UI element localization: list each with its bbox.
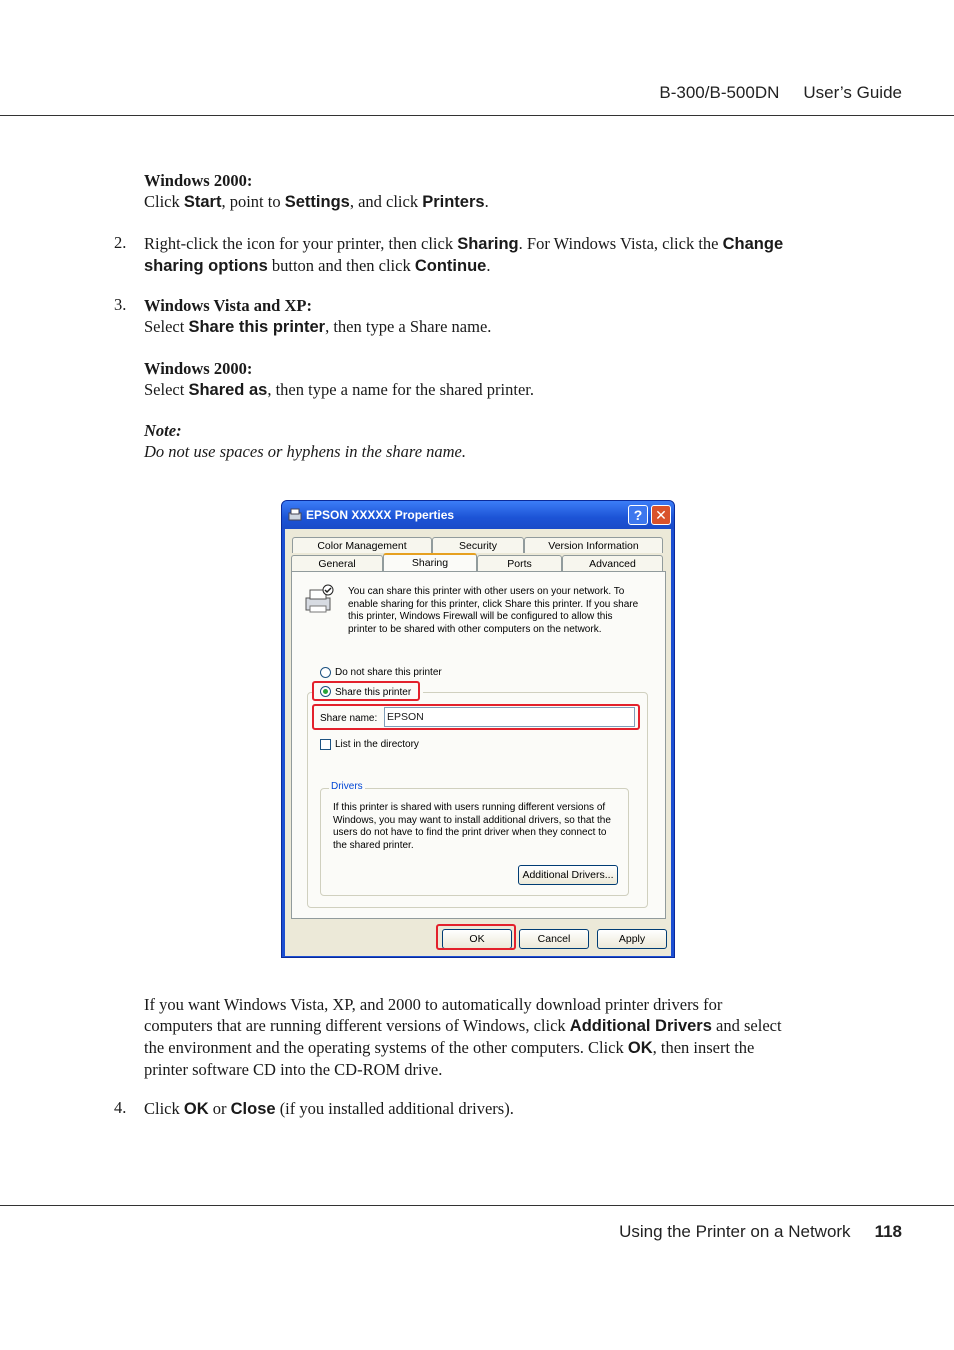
highlight-ok — [436, 924, 516, 950]
note — [144, 420, 466, 462]
help-button[interactable]: ? — [628, 505, 648, 525]
step4-text: Click OK or Close (if you installed additional drivers). — [144, 1099, 514, 1118]
tab-version-information[interactable]: Version Information — [524, 537, 663, 553]
list-in-directory-label: List in the directory — [335, 739, 419, 750]
step2-number: 2. — [114, 233, 127, 252]
tab-ports[interactable]: Ports — [477, 555, 562, 571]
share-name-input[interactable]: EPSON — [384, 707, 635, 727]
tab-advanced[interactable]: Advanced — [562, 555, 663, 571]
win2000-block-b: Windows 2000: Select Shared as, then type a name for the shared printer. — [144, 359, 534, 399]
header-rule — [0, 115, 954, 116]
tab-security[interactable]: Security — [432, 537, 524, 553]
shared-printer-icon — [302, 584, 336, 616]
close-button[interactable]: ✕ — [651, 505, 671, 525]
drivers-group-label: Drivers — [331, 781, 363, 792]
additional-drivers-paragraph: If you want Windows Vista, XP, and 2000 to automatically download printer drivers for computers that are running different versions of Windows, click Additional Drivers and select the environment and the operating systems of the other computers. Click OK, then insert the printer software CD into the CD-ROM drive. — [144, 995, 782, 1079]
tab-general[interactable]: General — [291, 555, 383, 571]
header-model: B-300/B-500DN — [659, 83, 780, 102]
step3-text: Windows Vista and XP: Select Share this printer, then type a Share name. — [144, 296, 492, 336]
footer-section: Using the Printer on a Network — [619, 1222, 851, 1241]
apply-button[interactable]: Apply — [597, 929, 667, 949]
note-label: Note: — [144, 421, 182, 440]
dialog-title: EPSON XXXXX Properties — [306, 508, 455, 522]
tab-sharing[interactable]: Sharing — [383, 553, 477, 571]
cancel-button[interactable]: Cancel — [519, 929, 589, 949]
running-header — [659, 83, 902, 103]
win2000-instruction-a: Click Start, point to Settings, and click Printers. — [144, 192, 489, 211]
drivers-group — [320, 781, 629, 896]
footer-rule — [0, 1205, 954, 1206]
dialog-titlebar — [282, 501, 674, 529]
share-this-printer-label: Share this printer — [335, 687, 412, 698]
running-footer — [619, 1222, 902, 1242]
win2000-block-a — [144, 170, 489, 213]
properties-dialog-screenshot — [281, 500, 675, 958]
share-name-label: Share name: — [320, 713, 378, 724]
do-not-share-label: Do not share this printer — [335, 667, 442, 678]
additional-drivers-button[interactable]: Additional Drivers... — [518, 865, 618, 885]
win2000-heading-a: Windows 2000: — [144, 171, 253, 190]
highlight-share-this-printer — [312, 681, 420, 701]
header-guide: User’s Guide — [803, 83, 902, 102]
tab-color-management[interactable]: Color Management — [292, 537, 432, 553]
step4-number: 4. — [114, 1098, 127, 1117]
step2-text: Right-click the icon for your printer, then click Sharing. For Windows Vista, click the Change sharing options button and then click Continue. — [144, 234, 784, 275]
drivers-info-text: If this printer is shared with users running different versions of Windows, you may want to install additional drivers, so that the users do not have to find the print driver when they connect to the shared printer. — [333, 802, 611, 851]
sharing-info-text: You can share this printer with other users on your network. To enable sharing for this printer, click Share this printer. If you share this printer, Windows Firewall will be configured to allow this printer to be shared with other computers on the network. — [348, 586, 639, 635]
note-text: Do not use spaces or hyphens in the share name. — [144, 442, 467, 461]
list-in-directory-checkbox[interactable] — [320, 739, 331, 750]
sharing-panel — [291, 571, 666, 919]
dialog-body — [285, 529, 671, 956]
printer-icon — [287, 507, 303, 523]
step3-number: 3. — [114, 295, 127, 314]
ok-button[interactable]: OK — [442, 929, 512, 949]
highlight-share-name — [312, 704, 640, 730]
page-number: 118 — [874, 1222, 902, 1241]
do-not-share-radio[interactable] — [320, 667, 331, 678]
